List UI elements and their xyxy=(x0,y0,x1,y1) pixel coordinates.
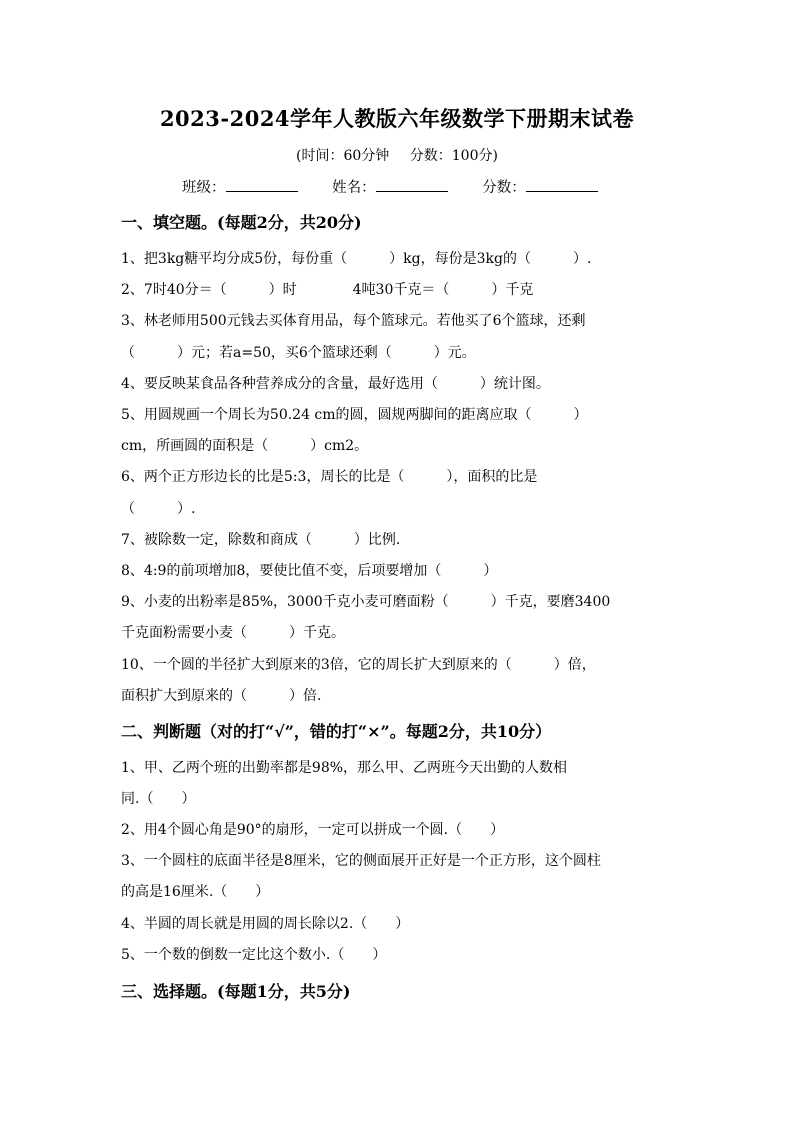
class-blank xyxy=(226,177,298,192)
question-line: （ ）元；若a=50，买6个篮球还剩（ ）元。 xyxy=(121,345,476,361)
question-line: 4、要反映某食品各种营养成分的含量，最好选用（ ）统计图。 xyxy=(121,376,550,392)
question-line: 7、被除数一定，除数和商成（ ）比例. xyxy=(121,532,401,548)
question-line: 5、一个数的倒数一定比这个数小.（ ） xyxy=(121,947,387,963)
score-blank xyxy=(526,177,598,192)
question-line: 3、林老师用500元钱去买体育用品，每个篮球元。若他买了6个篮球，还剩 xyxy=(121,313,586,329)
question-line: 3、一个圆柱的底面半径是8厘米，它的侧面展开正好是一个正方形，这个圆柱 xyxy=(121,853,601,869)
class-label: 班级： xyxy=(182,180,226,196)
question-line: 4、半圆的周长就是用圆的周长除以2.（ ） xyxy=(121,916,410,932)
question-line: 同.（ ） xyxy=(121,791,196,807)
question-line: 2、用4个圆心角是90°的扇形，一定可以拼成一个圆.（ ） xyxy=(121,822,505,838)
question-line: 9、小麦的出粉率是85%，3000千克小麦可磨面粉（ ）千克，要磨3400 xyxy=(121,594,611,610)
student-info-row xyxy=(182,176,628,197)
question-line: 2、7时40分＝（ ）时 4吨30千克＝（ ）千克 xyxy=(121,282,534,298)
question-line: 面积扩大到原来的（ ）倍. xyxy=(121,688,322,704)
question-line: cm，所画圆的面积是（ ）cm2。 xyxy=(121,438,369,454)
time-info: (时间：60分钟 xyxy=(296,148,390,164)
question-line: 千克面粉需要小麦（ ）千克。 xyxy=(121,625,345,641)
name-blank xyxy=(376,177,448,192)
question-line: 8、4:9的前项增加8，要使比值不变，后项要增加（ ） xyxy=(121,563,498,579)
section-heading-true-false: 二、判断题（对的打“√”，错的打“×”。每题2分，共10分） xyxy=(121,722,552,741)
section-heading-fill-blank: 一、填空题。(每题2分，共20分) xyxy=(121,213,362,232)
name-label: 姓名： xyxy=(332,180,376,196)
question-line: 1、把3kg糖平均分成5份，每份重（ ）kg，每份是3kg的（ ）. xyxy=(121,251,592,267)
exam-meta xyxy=(0,145,794,165)
question-line: 5、用圆规画一个周长为50.24 cm的圆，圆规两脚间的距离应取（ ） xyxy=(121,407,588,423)
score-info: 分数：100分) xyxy=(409,148,498,164)
question-line: 1、甲、乙两个班的出勤率都是98%，那么甲、乙两班今天出勤的人数相 xyxy=(121,760,568,776)
question-line: 的高是16厘米.（ ） xyxy=(121,884,270,900)
question-line: 6、两个正方形边长的比是5:3，周长的比是（ ），面积的比是 xyxy=(121,469,538,485)
section-heading-choice: 三、选择题。(每题1分，共5分) xyxy=(121,982,351,1001)
question-line: （ ）. xyxy=(121,501,196,517)
page-title: 2023-2024学年人教版六年级数学下册期末试卷 xyxy=(159,106,635,131)
score-label: 分数： xyxy=(482,180,526,196)
question-line: 10、一个圆的半径扩大到原来的3倍，它的周长扩大到原来的（ ）倍， xyxy=(121,657,596,673)
